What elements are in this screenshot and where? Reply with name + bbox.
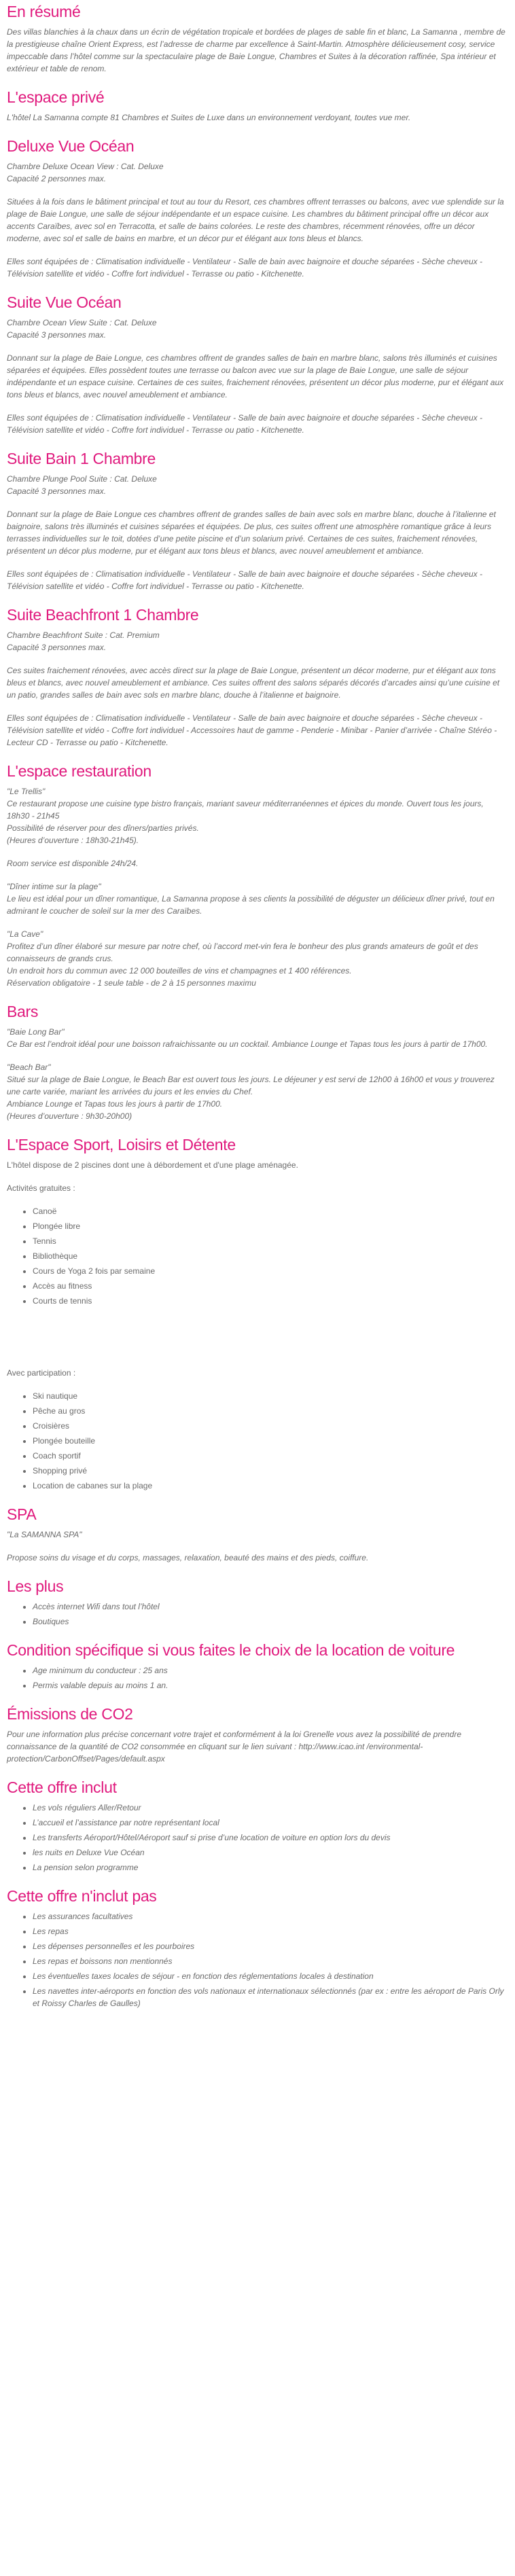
list-item: • les nuits en Deluxe Vue Océan [33, 1846, 508, 1859]
bar-line: Ce Bar est l’endroit idéal pour une boisson rafraichissante ou un cocktail. Ambiance Lounge et Tapas tous les jours à partir de 17h00. [7, 1039, 488, 1049]
heading-co2: Émissions de CO2 [7, 1705, 133, 1723]
room-category: Chambre Plunge Pool Suite : Cat. Deluxe [7, 474, 157, 484]
list-item: • Age minimum du conducteur : 25 ans [33, 1664, 508, 1677]
list-item: • Permis valable depuis au moins 1 an. [33, 1679, 508, 1692]
list-item: • Plongée libre [33, 1220, 508, 1232]
room-meta [7, 629, 508, 654]
section-sport [7, 1134, 508, 1492]
restaurant-line: Le lieu est idéal pour un dîner romantique, La Samanna propose à ses clients la possibilité de déguster un délicieux dîner privé, tout en admirant le coucher de soleil sur la mer des Caraïbes. [7, 894, 495, 916]
section-condition [7, 1640, 508, 1692]
bar-line: Ambiance Lounge et Tapas tous les jours à partir de 17h00. [7, 1099, 223, 1109]
room-equipment: Elles sont équipées de : Climatisation individuelle - Ventilateur - Salle de bain avec baignoire et douche séparées - Sèche cheveux - Télévision satellite et vidéo - Coffre fort individuel - Terrasse ou patio - Kitchenette. [7, 569, 482, 591]
list-item: • Les repas [33, 1925, 508, 1937]
heading-room: Suite Beachfront 1 Chambre [7, 606, 199, 624]
list-item: • Les éventuelles taxes locales de séjour - en fonction des réglementations locales à destination [33, 1970, 508, 1982]
list-item: • Les vols réguliers Aller/Retour [33, 1802, 508, 1814]
section-spa [7, 1504, 508, 1564]
list-item: • Canoë [33, 1205, 508, 1217]
restaurant-trellis [7, 785, 508, 846]
bar-baie-long [7, 1026, 508, 1050]
restaurant-name: "La Cave" [7, 929, 43, 939]
bar-line: Situé sur la plage de Baie Longue, le Beach Bar est ouvert tous les jours. Le déjeuner y est servi de 12h00 à 16h00 et vous y trouverez une carte variée, mariant les arrivées du jours et les envies du Chef. [7, 1075, 495, 1096]
heading-non-inclus: Cette offre n'inclut pas [7, 1887, 157, 1905]
restaurant-line: Ce restaurant propose une cuisine type bistro français, mariant saveur méditerranéennes et épices du monde. Ouvert tous les jours, 18h30 - 21h45 [7, 799, 484, 821]
section-resume [7, 1, 508, 75]
room-category: Chambre Beachfront Suite : Cat. Premium [7, 630, 160, 640]
paid-activities-list [7, 1390, 508, 1492]
section-non-inclus [7, 1886, 508, 2009]
heading-bars: Bars [7, 1003, 39, 1020]
room-capacity: Capacité 2 personnes max. [7, 174, 107, 183]
list-item: • Les transferts Aéroport/Hôtel/Aéroport sauf si prise d’une location de voiture en option lors du devis [33, 1831, 508, 1844]
section-plus [7, 1576, 508, 1628]
list-item: • Coach sportif [33, 1450, 508, 1462]
room-meta [7, 317, 508, 341]
room-equipment: Elles sont équipées de : Climatisation individuelle - Ventilateur - Salle de bain avec baignoire et douche séparées - Sèche cheveux - Télévision satellite et vidéo - Coffre fort individuel - Terrasse ou patio - Kitchenette. [7, 413, 482, 435]
section-room-deluxe [7, 136, 508, 280]
list-item: • La pension selon programme [33, 1861, 508, 1874]
section-room-suite-ocean [7, 292, 508, 436]
heading-resume: En résumé [7, 3, 81, 20]
plus-list [7, 1600, 508, 1628]
section-bars [7, 1001, 508, 1122]
heading-room: Suite Bain 1 Chambre [7, 450, 156, 467]
list-item: • Les assurances facultatives [33, 1910, 508, 1922]
restaurant-line: Réservation obligatoire - 1 seule table - de 2 à 15 personnes maximu [7, 978, 256, 988]
heading-espace-prive: L'espace privé [7, 88, 105, 106]
restaurant-hours: (Heures d’ouverture : 18h30-21h45). [7, 836, 139, 845]
list-item: • Courts de tennis [33, 1295, 508, 1307]
list-item: • Les dépenses personnelles et les pourboires [33, 1940, 508, 1952]
section-room-suite-bain [7, 448, 508, 592]
room-capacity: Capacité 3 personnes max. [7, 486, 107, 496]
heading-spa: SPA [7, 1505, 37, 1523]
sport-intro: L'hôtel dispose de 2 piscines dont une à débordement et d'une plage aménagée. [7, 1160, 298, 1170]
bar-beach [7, 1061, 508, 1122]
list-item: • Cours de Yoga 2 fois par semaine [33, 1265, 508, 1277]
heading-plus: Les plus [7, 1577, 64, 1595]
list-item: • Les navettes inter-aéroports en fonction des vols nationaux et internationaux sélectionnés (par ex : entre les aéroport de Paris Orly et Roissy Charles de Gaulles) [33, 1985, 508, 2009]
room-category: Chambre Ocean View Suite : Cat. Deluxe [7, 318, 157, 327]
room-capacity: Capacité 3 personnes max. [7, 330, 107, 340]
room-meta [7, 160, 508, 185]
room-description: Donnant sur la plage de Baie Longue, ces chambres offrent de grandes salles de bain en marbre blanc, salons très illuminés et cuisines séparées et équipées. Elles possèdent toutes une terrasse ou balcon avec vue sur la plage de Baie Longue, une salle de séjour indépendante et un espace cuisine. Certaines de ces suites, fraichement rénovées, présentent un décor plus moderne, pur et élégant aux tons bleus et blancs, avec nouvel ameublement et ambiance. [7, 353, 504, 399]
heading-condition: Condition spécifique si vous faites le choix de la location de voiture [7, 1641, 455, 1659]
list-item: • Pêche au gros [33, 1405, 508, 1417]
free-activities-label: Activités gratuites : [7, 1183, 75, 1193]
bar-name: "Beach Bar" [7, 1062, 51, 1072]
list-item: • Croisières [33, 1420, 508, 1432]
restaurant-line: Possibilité de réserver pour des dîners/parties privés. [7, 823, 199, 833]
list-item: • Boutiques [33, 1615, 508, 1628]
room-equipment: Elles sont équipées de : Climatisation individuelle - Ventilateur - Salle de bain avec baignoire et douche séparées - Sèche cheveux - Télévision satellite et vidéo - Coffre fort individuel - Terrasse ou patio - Kitchenette. [7, 257, 482, 279]
room-meta [7, 473, 508, 497]
restaurant-la-cave [7, 928, 508, 989]
list-item: • Plongée bouteille [33, 1435, 508, 1447]
room-equipment: Elles sont équipées de : Climatisation individuelle - Ventilateur - Salle de bain avec baignoire et douche séparées - Sèche cheveux - Télévision satellite et vidéo - Coffre fort individuel - Accessoires haut de gamme - Penderie - Minibar - Panier d’arrivée - Chaîne Stéréo - Lecteur CD - Terrasse ou patio - Kitchenette. [7, 713, 497, 747]
section-espace-prive [7, 87, 508, 124]
list-item: • Les repas et boissons non mentionnés [33, 1955, 508, 1967]
section-co2 [7, 1704, 508, 1765]
room-description: Ces suites fraichement rénovées, avec accès direct sur la plage de Baie Longue, présentent un décor moderne, pur et élégant aux tons bleus et blancs, avec nouvel ameublement et ambiance. Ces suites offrent des salons séparés décorés d’arcades ainsi qu’une cuisine et un patio, grandes salles de bain avec sols en marbre blanc, douche à l’italienne et baignoire. [7, 666, 500, 700]
heading-sport: L'Espace Sport, Loisirs et Détente [7, 1136, 236, 1153]
bar-hours: (Heures d’ouverture : 9h30-20h00) [7, 1111, 132, 1121]
heading-restauration: L'espace restauration [7, 762, 152, 780]
room-description: Donnant sur la plage de Baie Longue ces chambres offrent de grandes salles de bain avec sols en marbre blanc, douche à l’italienne et baignoire, salons très illuminés et cuisines séparées et équipées. De plus, ces suites offrent une atmosphère romantique grâce à leurs terrasses individuelles sur le toit, dotées d’une petite piscine et d’un solarium privé. Certaines de ces suites, fraichement rénovées, présentent un décor plus moderne, pur et élégant aux tons bleus et blancs, avec nouvel ameublement et ambiance. [7, 509, 496, 556]
section-room-beachfront [7, 605, 508, 749]
room-service [7, 857, 508, 870]
room-service-text: Room service est disponible 24h/24. [7, 859, 139, 868]
heading-room: Suite Vue Océan [7, 293, 122, 311]
section-inclus [7, 1777, 508, 1874]
restaurant-line: Profitez d’un dîner élaboré sur mesure par notre chef, où l’accord met-vin fera le bonheur des plus grands amateurs de goût et des connaisseurs de grands crus. [7, 942, 478, 963]
restaurant-line: Un endroit hors du commun avec 12 000 bouteilles de vins et champagnes et 1 400 références. [7, 966, 352, 976]
list-item: • Location de cabanes sur la plage [33, 1480, 508, 1492]
restaurant-name: "Dîner intime sur la plage" [7, 882, 101, 891]
paid-activities-label: Avec participation : [7, 1368, 76, 1378]
room-capacity: Capacité 3 personnes max. [7, 643, 107, 652]
list-item: • Tennis [33, 1235, 508, 1247]
condition-list [7, 1664, 508, 1692]
room-description: Situées à la fois dans le bâtiment principal et tout au tour du Resort, ces chambres offrent terrasses ou balcons, avec vue splendide sur la plage de Baie Longue, une salle de séjour indépendante et un espace cuisine. Les chambres du bâtiment principal offre un décor aux accents Caraïbes, avec sol en Terracotta, et salle de bains colorées. Le reste des chambres, récemment rénovées, offre un décor moderne, avec sol et salle de bains en marbre, et un décor pur et élégant aux tons bleus et blancs. [7, 197, 504, 243]
list-item: • Accès au fitness [33, 1280, 508, 1292]
section-restauration [7, 761, 508, 989]
list-item: • L’accueil et l’assistance par notre représentant local [33, 1817, 508, 1829]
non-inclus-list [7, 1910, 508, 2009]
free-activities-list [7, 1205, 508, 1307]
espace-prive-text: L'hôtel La Samanna compte 81 Chambres et Suites de Luxe dans un environnement verdoyant, toutes vue mer. [7, 113, 411, 122]
list-item: • Bibliothèque [33, 1250, 508, 1262]
restaurant-name: "Le Trellis" [7, 787, 46, 796]
list-item: • Shopping privé [33, 1465, 508, 1477]
heading-inclus: Cette offre inclut [7, 1778, 117, 1796]
restaurant-diner-plage [7, 880, 508, 917]
inclus-list [7, 1802, 508, 1874]
room-category: Chambre Deluxe Ocean View : Cat. Deluxe [7, 162, 164, 171]
spa-text: Propose soins du visage et du corps, massages, relaxation, beauté des mains et des pieds, coiffure. [7, 1553, 369, 1562]
co2-text: Pour une information plus précise concernant votre trajet et conformément à la loi Grenelle vous avez la possibilité de prendre connaissance de la quantité de CO2 consommée en cliquant sur le lien suivant : http://www.icao.int /environmental-protection/CarbonOffset/Pages/default.aspx [7, 1730, 462, 1764]
heading-room: Deluxe Vue Océan [7, 137, 135, 155]
spa-name: "La SAMANNA SPA" [7, 1530, 82, 1539]
list-item: • Ski nautique [33, 1390, 508, 1402]
spacer [7, 1318, 508, 1367]
bar-name: "Baie Long Bar" [7, 1027, 65, 1037]
resume-text: Des villas blanchies à la chaux dans un écrin de végétation tropicale et bordées de plages de sable fin et blanc, La Samanna , membre de la prestigieuse chaîne Orient Express, est l’adresse de charme par excellence à Saint-Martin. Atmosphère délicieusement cosy, service impeccable dans l’hôtel comme sur la spectaculaire plage de Baie Longue, Chambres et Suites à la décoration raffinée, Spa intérieur et extérieur et table de renom. [7, 27, 505, 73]
list-item: • Accès internet Wifi dans tout l’hôtel [33, 1600, 508, 1613]
